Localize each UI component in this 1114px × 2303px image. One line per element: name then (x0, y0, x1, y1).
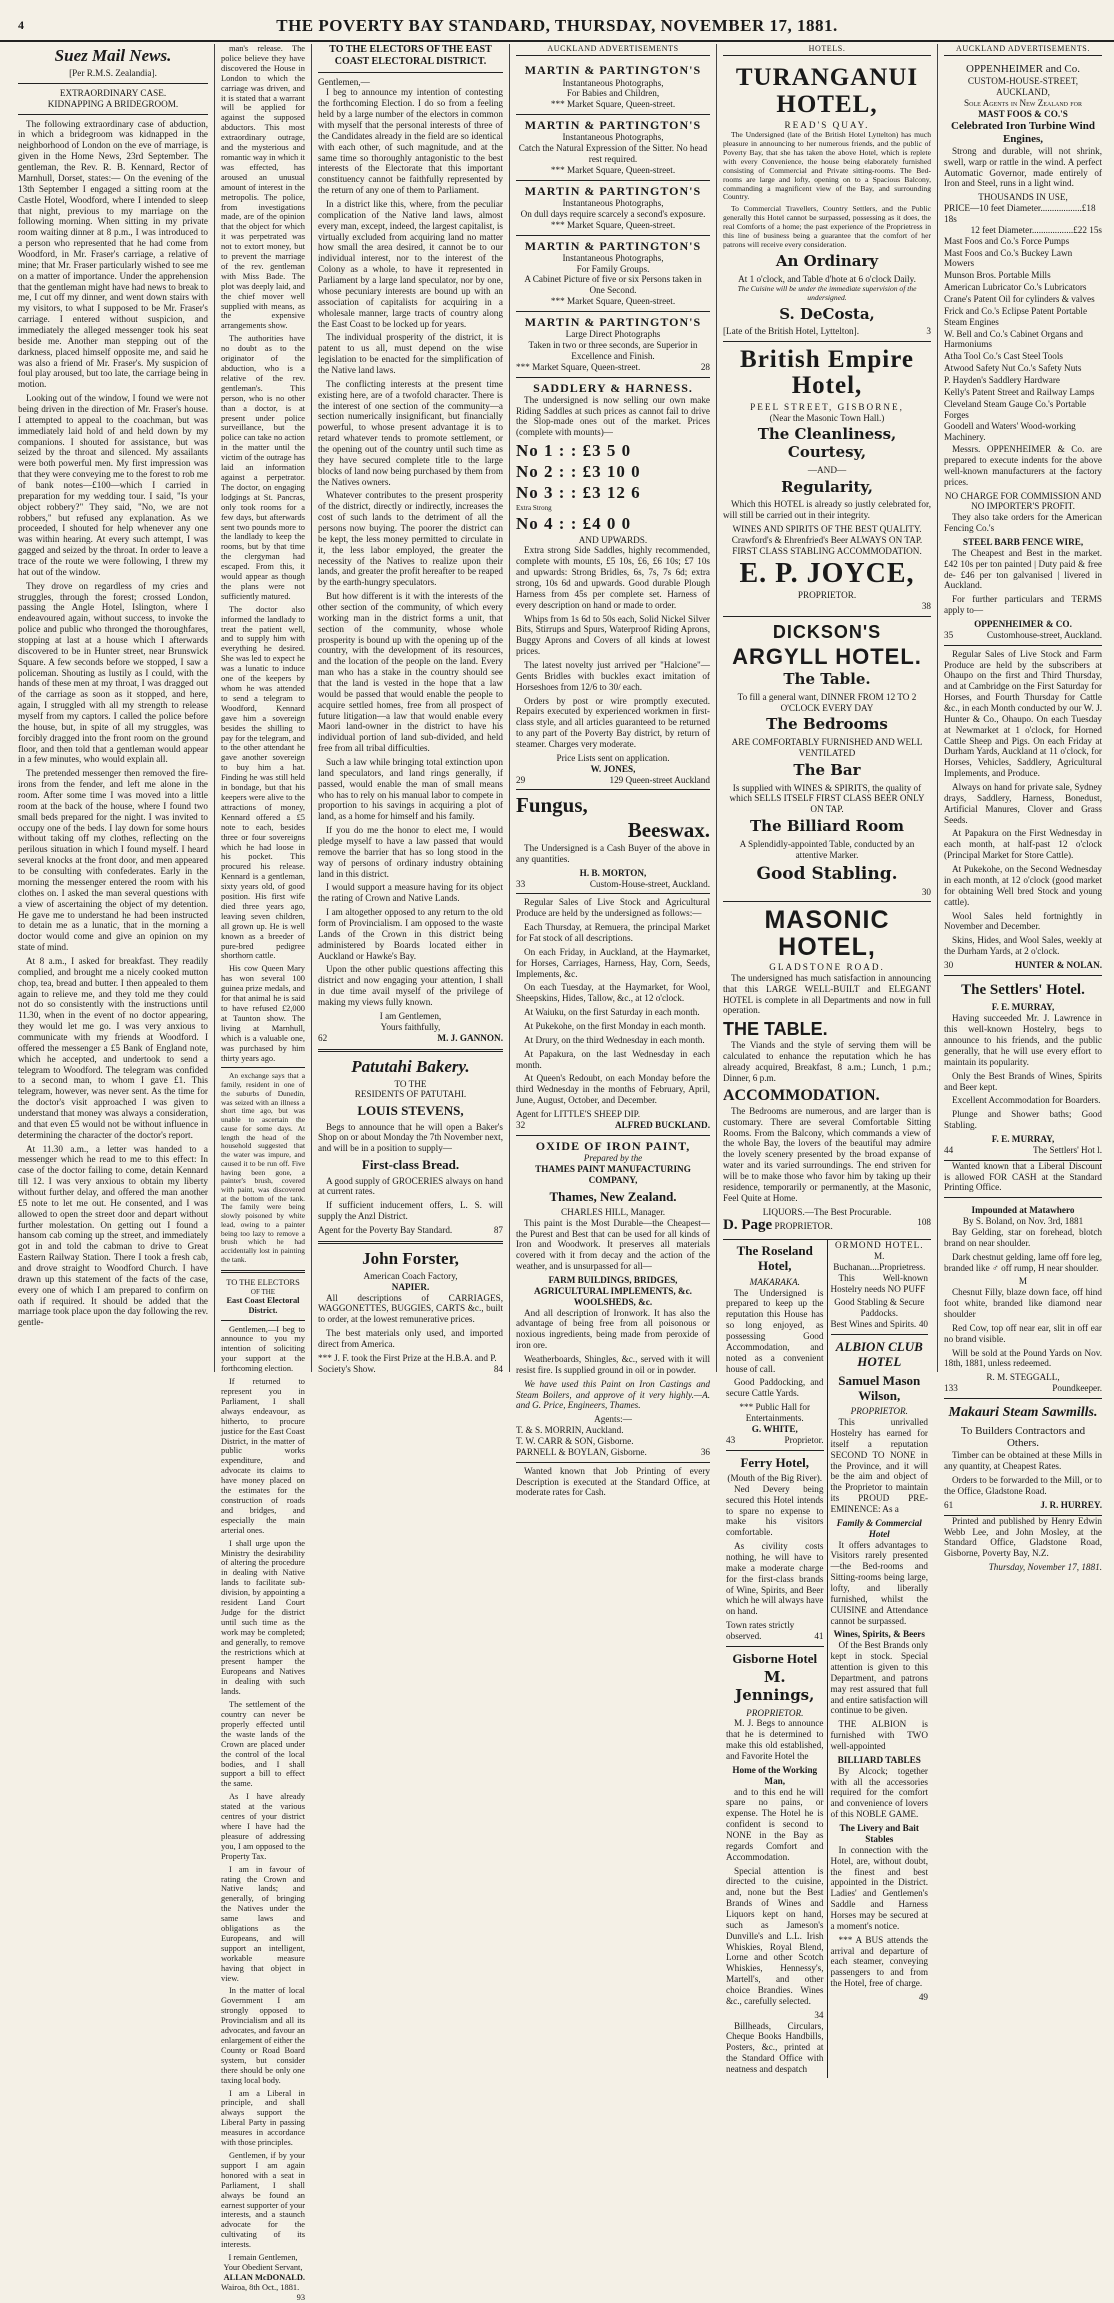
column-auckland-ads (510, 44, 717, 1498)
ad-martin-partington-3: MARTIN & PARTINGTON'S Instantaneous Photographs, On dull days require scarcely a second's exposure. *** Market Square, Queen-street. (516, 181, 710, 236)
newspaper-title: THE POVERTY BAY STANDARD, THURSDAY, NOVEMBER 17, 1881. (276, 16, 838, 35)
forster-town: NAPIER. (391, 1281, 430, 1292)
article-per-line: [Per R.M.S. Zealandia]. (69, 68, 157, 79)
bakery-paragraph: Begs to announce that he will open a Baker's Shop on or about Monday the 7th November next, and will be in a position to supply— (318, 1121, 503, 1154)
bakery-paragraph: A good supply of GROCERIES always on hand at current rates. (318, 1175, 503, 1197)
letter-paragraph: Such a law while bringing total extinction upon land speculators, and land rings generally, if passed, would enable the man of small means who has to rely on his manual labor to compete in proportion to his savings in acquiring a plot of land, as a home for himself and his family. (318, 757, 503, 822)
signoff: I remain Gentlemen, (228, 2253, 298, 2263)
section-header: AUCKLAND ADVERTISEMENTS. (944, 44, 1102, 56)
ad-settlers-hotel: The Settlers' Hotel. F. E. MURRAY, Having succeeded Mr. J. Lawrence in this well-known Hostelry, begs to announce to his friends, and the public generally, that he will use every effort to maintain its popularity. Only the Best Brands of Wines, Spirits and Beer kept. Excellent Accommodation for Boarders. Plunge and Shower baths; Good Stabling. F. E. MURRAY, 44 The Settlers' Hot l. (944, 976, 1102, 1161)
ad-british-empire-hotel: British Empire Hotel, PEEL STREET, GISBORNE, (Near the Masonic Town Hall.) The Cleanliness, Courtesy, —AND— Regularity, Which this HOTEL is already so justly celebrated for, will still be carried out in their integrity. WINES AND SPIRITS OF THE BEST QUALITY. Crawford's & Ehrenfried's Beer ALWAYS ON TAP. FIRST CLASS STABLING ACCOMMODATION. E. P. JOYCE, PROPRIETOR. 38 (723, 342, 931, 617)
ad-roseland-hotel: The Roseland Hotel, MAKARAKA. The Undersigned is prepared to keep up the reputation this House has so long enjoyed, as possessing Good Accommodation, and noted as a convenient house of call. Good Paddocking, and secure Cattle Yards. *** Public Hall for Entertainments. G. WHITE, 43 Proprietor. Ferry Hotel, (Mouth of the Big River). Ned Devery being secured this Hotel intends to spare no expense to make his visitors comfortable. As civility costs nothing, he will have to make a moderate charge for the first-class brands of Wine, Spirits, and Beer which he will always have on hand. Town rates strictly observed. 41 Gisborne Hotel M. Jennings, PROPRIETOR. M. J. Begs to announce that he is determined to make this old established, and Favorite Hotel the Home of the Working Man, and to this end he will spare no pains, or expense. The Hotel he is confident is second to NONE in the Bay as regards Comfort and Accommodation. Special attention is directed to the cuisine, and, none but the Best Brands of Wines and Liquors kept on hand, such as Jameson's Dunville's and L.L. Irish Whiskies, Royal Blend, Lorne and other Scotch Whiskies, Hennessy's, Martell's, and other choice Brandies. Wines &c., carefully selected. 34 Billheads, Circulars, Cheque Books Handbills, Posters, &c., printed at the Standard Office with neatness and despatch (726, 1243, 824, 2075)
masthead (0, 0, 1114, 42)
letter-paragraph: If you do me the honor to elect me, I would pledge myself to have a law passed that would remove the barrier that has so long stood in the way of persons of ordinary industry obtaining land in this district. (318, 825, 503, 879)
forster-paragraph: All descriptions of CARRIAGES, WAGGONETTES, BUGGIES, CARTS &c., built to order, at the lowest remunerative prices. (318, 1292, 503, 1325)
ad-hunter-nolan: Regular Sales of Live Stock and Farm Produce are held by the subscribers at Ohaupo on the first and Third Thursday, and at Cambridge on the First Saturday for Horses, and Fourth Thursday for Cattle &c., in each Month conducted by our W. J. Hunter & Co., Ohaupo. On each Tuesday at Newmarket at 1 o'clock, for Horned Cattle Sheep and Pigs. On each Friday at Durham Yards, Auckland at 11 o'clock, for Horses, Vehicles, Saddlery, Agricultural Implements, and Produce. Always on hand for private sale, Sydney drays, Saddlery, Harness, Bonedust, Artificial Manures, Clover and Grass Seeds. At Papakura on the First Wednesday in each month, at half-past 12 o'clock (Principal Market for Store Cattle). At Pukekohe, on the Second Wednesday in each month, at 12 o'clock (good market for obtaining Well bred Stock and young cattle). Wool Sales held fortnightly in November and December. Skins, Hides, and Wool Sales, weekly at the Durham Yards, at 2 o'clock. 30 HUNTER & NOLAN. (944, 646, 1102, 976)
letter-paragraph: I am altogether opposed to any return to the old form of Provincialism. I am opposed to the waste Lands of the Crown in this district being administered by Boards located either in Auckland or Hawke's Bay. (318, 907, 503, 961)
ad-job-printing: Wanted known that Job Printing of every Description is executed at the Standard Office, at moderate rates for Cash. (516, 1465, 710, 1498)
column-auckland-ads-2 (938, 44, 1108, 1573)
letter-paragraph: Upon the other public questions affecting this district and now engaging your attention, I shall in due time avail myself of the privilege of making my views fully known. (318, 964, 503, 1008)
article-subhead-2: KIDNAPPING A BRIDEGROOM. (47, 98, 179, 109)
page-number: 4 (18, 18, 24, 32)
date-line: Wairoa, 8th Oct., 1881. 93 (221, 2282, 305, 2302)
column-suez-mail-news (12, 44, 215, 1372)
letter-paragraph: Whatever contributes to the present prosperity of the district, directly or indirectly, increases the cost of such lands to the detriment of all the persons now buying. The poorer the district can be kept, the less money permitted to circulate in it, the less labor employed, the greater the necessity of the Natives to realize upon their lands, and greater the profit hereafter to be reaped by the earth-hungry speculators. (318, 490, 503, 588)
forster-sub: American Coach Factory, (363, 1270, 458, 1281)
elector-notice-district: East Coast Electoral District. (226, 1295, 300, 1315)
ad-masonic-hotel: MASONIC HOTEL, GLADSTONE ROAD. The undersigned has much satisfaction in announcing that this LARGE WELL-BUILT and ELEGANT HOTEL is complete in all Departments and now in full operation. THE TABLE. The Viands and the style of serving them will be calculated to enhance the reputation which he has already acquired, Breakfast, 8 a.m.; Lunch, 1 p.m.; Dinner, 6 p.m. ACCOMMODATION. The Bedrooms are numerous, and are larger than is customary. There are several Comfortable Sitting Rooms. From the Balcony, which commands a view of the whole Bay, the lovers of the beautiful may admire the lovely scenery presented by the broad expanse of water and its varied surroundings. The end striven for will be to make those who favor him by taking up their residence, temporarily or permanently, at the Masonic, Feel Quite at Home. LIQUORS.—The Best Procurable. D. Page PROPRIETOR. 108 (723, 902, 931, 1240)
price-line: No 4 : : £4 0 0 (516, 513, 632, 533)
letter-paragraph: The conflicting interests at the present time existing here, are of a twofold character. There is the interest of one section of the community—a section numerically insignificant, but financially powerful, to whose present advantage it is to retard whatever tends to promote settlement, or the opening out of the country until such time as they have secured complete title to the large blocks of land now being purchased by them from the Natives owners. (318, 378, 503, 487)
elector-paragraph: As I have already stated at the various centres of your district where I have had the pleasure of addressing you, I am opposed to the Property Tax. (221, 1792, 305, 1861)
elector-paragraph: Gentlemen, if by your support I am again honored with a seat in Parliament, I shall always be found an earnest supporter of your interests, and a staunch advocate for the cultivating of its interests. (221, 2150, 305, 2250)
article-paragraph: At 8 a.m., I asked for breakfast. They readily complied, and brought me a nicely cooked mutton chop, tea, bread and butter. I then appealed to them again to relieve me, and they told me they could not do so consistently with the instructions until 11.30, when in the event of no doctor appearing, they would let me go. I was very anxious to communicate with my friends at Woodford. I offered the messenger a £5 Bank of England note, which he accepted, and undertook to send a telegram to Woodford. The telegram was confided to a second man, to whom I gave £1. This telegram, however, was never sent. As the time for the doctor's visit approached I was given to understand that money was always a consideration, and that even £5 would not be without influence in determining the character of the doctor's report. (18, 955, 208, 1140)
ad-makauri-sawmills: Makauri Steam Sawmills. To Builders Contractors and Others. Timber can be obtained at these Mills in any quantity, at Cheapest Rates. Orders to be forwarded to the Mill, or to the Office, Gladstone Road. 61 J. R. HURREY. (944, 1399, 1102, 1516)
bakery-residents: RESIDENTS OF PATUTAHI. (354, 1089, 467, 1100)
forster-title: John Forster, (362, 1248, 459, 1268)
section-header: AUCKLAND ADVERTISEMENTS (516, 44, 710, 56)
bakery-agent: Agent for the Poverty Bay Standard. 87 (318, 1224, 503, 1235)
letter-paragraph: But how different is it with the interests of the other section of the community, of which every working man in the district forms a unit, that section of the community, whose whole prosperity is bound up with the opening up of the country, with the development of its resources, and the location of the people on the land. Every man who has a stake in the country should see that the land is vested in the hope that a law would be passed that would enable the people to acquire settled homes, free from all prospect of future litigation—a law that would enable every Maori land-owner in the district to have his individual portion of land sub-divided, and held free from all tribal difficulties. (318, 591, 503, 754)
article-paragraph: They drove on regardless of my cries and struggles, through the forest; crossed London, passing the Angle Hotel, Islington, where I endeavoured again, without success, to invoke the police and public who thronged the thoroughfares, stopping at last at a house which I afterwards discovered to be in Hunter street, near Brunswick Square. A few seconds before we stopped, I saw a policeman. Shouting as lustily as I could, with the hands of these men at my throat, I was dragged out of the carriage as soon as it stopped, and here, again, I struggled with all my strength to release myself from my captors. I called the police before the house, but, in spite of all my struggles, was forcibly dragged into the front room on the ground floor, and then told that a gentleman would appear in a few minutes, who would explain all. (18, 580, 208, 765)
ad-oppenheimer: OPPENHEIMER and Co. CUSTOM-HOUSE-STREET, AUCKLAND, Sole Agents in New Zealand for MAST FOOS & CO.'S Celebrated Iron Turbine Wind Engines, Strong and durable, will not shrink, swell, warp or rattle in the wind. A perfect Automatic Governor, made entirely of Iron and Steel, runs in a light wind. THOUSANDS IN USE, PRICE—10 feet Diameter..................£18 18s 12 feet Diameter..................£22 15s Mast Foos and Co.'s Force Pumps Mast Foos and Co.'s Buckey Lawn Mowers Munson Bros. Portable Mills American Lubricator Co.'s Lubricators Crane's Patent Oil for cylinders & valves Frick and Co.'s Eclipse Patent Portable Steam Engines W. Bell and Co.'s Cabinet Organs and Harmoniums Atha Tool Co.'s Cast Steel Tools Atwood Safety Nut Co.'s Safety Nuts P. Hayden's Saddlery Hardware Kelly's Patent Street and Railway Lamps Cleveland Steam Gauge Co.'s Portable Forges Goodell and Waters' Wood-working Machinery. Messrs. OPPENHEIMER & Co. are prepared to execute indents for the above well-known manufacturers at the factory prices. NO CHARGE FOR COMMISSION AND NO IMPORTER'S PROFIT. They also take orders for the American Fencing Co.'s STEEL BARB FENCE WIRE, The Cheapest and Best in the market. £42 10s per ton painted | Duty paid & free de- £46 per ton galvanised | livered in Auckland. For further particulars and TERMS apply to— OPPENHEIMER & CO. 35 Customhouse-street, Auckland. (944, 60, 1102, 645)
imprint-date: Thursday, November 17, 1881. (988, 1562, 1102, 1573)
elector-notice-heading: TO THE ELECTORS (226, 1277, 300, 1287)
article-heading: Suez Mail News. (54, 46, 172, 65)
signer-line: 62 M. J. GANNON. (318, 1032, 503, 1043)
ad-ormond-albion: ORMOND HOTEL. M. Buchanan....Proprietress. This Well-known Hostelry needs NO PUFF Good Stabling & Secure Paddocks. Best Wines and Spirits. 40 ALBION CLUB HOTEL Samuel Mason Wilson, PROPRIETOR. This unrivalled Hostelry has earned for itself a reputation SECOND TO NONE in the Province, and it will be the aim and object of the Proprietor to maintain its PROUD PRE-EMINENCE: As a Family & Commercial Hotel It offers advantages to Visitors rarely presented—the Bed-rooms and Sitting-rooms being large, lofty, and liberally furnished, whilst the CUISINE and Attendance cannot be surpassed. Wines, Spirits, & Beers Of the Best Brands only kept in stock. Special attention is given to this Department, and patrons may rest assured that full and entire satisfaction will continue to be given. THE ALBION is furnished with TWO well-appointed BILLIARD TABLES By Alcock; together with all the accessories required for the comfort and convenience of lovers of this NOBLE GAME. The Livery and Bait Stables In connection with the Hotel, are, without doubt, the finest and best appointed in the District. Ladies' and Gentlemen's Saddle and Harness Horses may be secured at a moment's notice. *** A BUS attends the arrival and departure of each steamer, conveying passengers to and from the Hotel, free of charge. 49 (827, 1240, 932, 2078)
article-paragraph: The authorities have no doubt as to the originator of the abduction, who is a relative of the rev. gentleman's. This person, who is no other than a doctor, is at present under police surveillance, but the police can take no action in the matter until the victim of the outrage has laid an information against a perpetrator. The doctor, on engaging lodgings at St. Pancras, only took rooms for a few days, but afterwards sent two pounds more to the landlady to keep the rooms, but by that time the clergyman had escaped. From this, it would appear as though the plans were not sufficiently matured. (221, 334, 305, 601)
article-paragraph: The doctor also informed the landlady to treat the patient well, and to supply him with everything he desired. She was led to expect he was a lunatic to induce one of the keepers by whom he was attended to send a telegram to Woodford, Kennard gave him a sovereign besides the shilling to pay for the telegram, and to the other attendant he gave another sovereign to buy him a hat. Finding he was still held in bondage, but that his keepers were alive to the attractions of money, Kennard offered a £5 note to each, besides three or four sovereigns which he had loose in his pocket. This procured his release. Kennard is a gentleman, sixty years old, of good position. His first wife died three years ago, leaving seven children, all grown up. He is well known as a breeder of pure-bred pedigree shorthorn cattle. (221, 604, 305, 961)
signoff: Yours faithfully, (380, 1021, 441, 1032)
ad-argyll-hotel: DICKSON'S ARGYLL HOTEL. The Table. To fill a general want, DINNER FROM 12 TO 2 O'CLOCK EVERY DAY The Bedrooms ARE COMFORTABLY FURNISHED AND WELL VENTILATED The Bar Is supplied with WINES & SPIRITS, the quality of which SELLS ITSELF FIRST CLASS BEER ONLY ON TAP. The Billiard Room A Splendidly-appointed Table, conducted by an attentive Marker. Good Stabling. 30 (723, 617, 931, 903)
bakery-bread: First-class Bread. (361, 1157, 460, 1173)
column-electors (312, 44, 510, 1372)
elector-paragraph: I am in favour of rating the Crown and Native lands; and generally, of bringing the Natives under the same laws and obligations as the Europeans, and will support an intelligent, workable measure having that object in view. (221, 1864, 305, 1983)
column-article-continued (215, 44, 312, 2302)
ad-saddlery: SADDLERY & HARNESS. The undersigned is now selling our own make Riding Saddles at such prices as cannot fail to drive the Slop-made ones out of the market. Prices (complete with mounts)— No 1 : : £3 5 0 No 2 : : £3 10 0 No 3 : : £3 12 6 Extra Strong No 4 : : £4 0 0 AND UPWARDS. Extra strong Side Saddles, highly recommended, complete with mounts, £5 10s, £6, £6 10s; £7 10s and upwards: Strong Bridles, 6s, 7s, 7s 6d; extra strong, 10s 6d and upwards. Good durable Plough Harness from 45s per complete set. Harness of every description on hand or made to order. Whips from 1s 6d to 50s each, Solid Nickel Silver Bits, Stirrups and Spurs, Waterproof Riding Aprons, Buggy Aprons and Covers of all kinds at lowest prices. The latest novelty just arrived per "Halcione"—Gents Bridles with buckles exact imitation of Horseshoes from 12/6 to 30/ each. Orders by post or wire promptly executed. Repairs executed by experienced workmen in first-class style, and all articles guaranteed to be returned to any part of the Poverty Bay district, by return of steamer. Charges very moderate. Price Lists sent on application. W. JONES, 29 129 Queen-street Auckland (516, 378, 710, 791)
elector-paragraph: The settlement of the country can never be properly effected until the waste lands of the Crown are placed under the control of the local bodies, and I shall support a bill to effect the same. (221, 1700, 305, 1789)
letter-paragraph: I beg to announce my intention of contesting the forthcoming Election. I do so from a feeling held by a large number of the electors in common with myself that the personal interests of three of the Candidates already in the field are so identical with each other, of such magnitude, and at the same time so thoroughly antagonistic to the best interests of the Electorate that this important constituency cannot be faithfully represented by the return of any one of them to Parliament. (318, 87, 503, 196)
article-paragraph: Looking out of the window, I found we were not being driven in the direction of Mr. Fraser's house. I attempted to appeal to the coachman, but was immediately laid hold of and held down by my companions. I shouted for assistance, but was seized by the throat and silenced. My assailants were both powerful men. My first impression was that they were conveying me to the forest to rob me of bank notes—£100—which I carried in preparation for my wedding tour. I said, "Is your object robbery?" They said, "No, we are not robbers," but refused any explanation. As we proceeded, I shouted for help whenever any one was within hearing. At every such attempt, I was gagged and seized by the throat. In order to leave a trace of the route we were following, I threw my hat out of the window. (18, 393, 208, 577)
column-hotels (717, 44, 938, 2075)
letter-paragraph: I would support a measure having for its object the rating of Crown and Native Lands. (318, 882, 503, 904)
bakery-title: Patutahi Bakery. (351, 1056, 470, 1076)
salutation: Gentlemen,— (318, 76, 370, 87)
elector-paragraph: I shall urge upon the Ministry the desirability of altering the procedure in dealing with Native lands to facilitate sub-division, by appointing a resident Land Court Judge for the district until such time as the work may be completed; and generally, to remove the restrictions which at present hamper the Europeans and Natives in dealing with such lands. (221, 1538, 305, 1697)
news-snippet: An exchange says that a family, resident in one of the suburbs of Dunedin, was seized with an illness a short time ago, but was unable to ascertain the cause for some days. At length the head of the household suggested that the water was impure, and caused it to be run off. Five having been gone, a painter's brush, covered with paint, was discovered at the bottom of the tank. The family were being slowly poisoned by white lead, owing to a painter being too lazy to remove a brush which he had accidentally lost in painting the tank. (221, 1071, 305, 1264)
ad-turanganui-hotel: TURANGANUI HOTEL, READ'S QUAY. The Undersigned (late of the British Hotel Lyttelton) has much pleasure in announcing to her numerous friends, and the public of Poverty Bay, that she has taken the above Hotel, which is replete with every Convenience, the house being elaborately furnished consisting of Commercial and Private sitting-rooms. The Bed-rooms are large and lofty, opening on to a Spacious Balcony, commanding a magnificent view of the Bay, and surrounding Country. To Commercial Travellers, Country Settlers, and the Public generally this Hotel cannot be surpassed, possessing as it does, the real Comforts of a home; the past experience of the Proprietress in this line of business being a guarantee that the comfort of her patrons will receive every consideration. An Ordinary At 1 o'clock, and Table d'hote at 6 o'clock Daily. The Cuisine will be under the immediate supervision of the undersigned. S. DeCosta, [Late of the British Hotel, Lyttelton]. 3 (723, 60, 931, 342)
bakery-to: TO THE (394, 1078, 427, 1089)
forster-prize: *** J. F. took the First Prize at the H.B.A. and P. Society's Show. 84 (318, 1352, 503, 1374)
ad-fungus-beeswax: Fungus, Beeswax. The Undersigned is a Cash Buyer of the above in any quantities. H. B. MORTON, 33 Custom-House-street, Auckland. (516, 790, 710, 894)
ad-martin-partington-5: MARTIN & PARTINGTON'S Large Direct Photographs Taken in two or three seconds, are Superior in Excellence and Finish. *** Market Square, Queen-street. 28 (516, 312, 710, 378)
article-paragraph: man's release. The police believe they have discovered the House in London to which the carriage was driven, and it is stated that a warrant will be applied for against the supposed abductors. This most extraordinary outrage, and the mysterious and romantic way in which it was effected, has aroused an unusual amount of interest in the metropolis. The police, from investigations made, are of the opinion that the object for which it was perpetrated was not to extort money, but to prevent the marriage of the rev. gentleman with Miss Bade. The plot was deeply laid, and the chief mover well supplied with means, as the expensive arrangements show. (221, 44, 305, 331)
article-paragraph: The following extraordinary case of abduction, in which a bridegroom was kidnapped in the neighborhood of London on the eve of marriage, is given in the Home News, 23rd September. The gentleman, the Rev. R. B. Kennard, Rector of Marnhull, Dorset, states:— On the evening of the 13th September I engaged a sitting room at the Castle Hotel, Woodford, where I intended to sleep that night, previous to my marriage on the following morning. When sitting in my private room waiting dinner at 8 p.m., I was introduced to a person who represented that he had come from Woodford, in Mr. Fraser's carriage, a relative of mine; that Mr. Fraser particularly wished to see me on a matter of importance. Under the apprehension that the gentleman might have had news to break to me, I cut off my dinner, and went down stairs with my visitors, to what I supposed to be Mr. Fraser's carriage. I entered without suspicion, and immediately the alleged messenger took his seat beside me. Another man stepping out of the darkness, placed himself opposite me, and said he was also a friend of Mr. Fraser's. My suspicion of foul play aroused, but too late, the carriage being in motion. (18, 118, 208, 390)
article-paragraph: The pretended messenger then removed the fire-irons from the fender, and left me alone in the room. After some time I was moved into a little room at the back of the house, where I found two small beds prepared for the night. I was invited to occupy one of the beds. I lay down for some hours without taking off my clothes, reflecting on the perilous situation in which I found myself. I heard several knocks at the front door, and men appeared to be consulting with confederates. Early in the morning the messenger entered the room with his clothes on. I asked the man several questions with a view of ascertaining the object of my detention. He gave me to understand he had been instructed to detain me as a lunatic, that in the morning a doctor would come and give an opinion on my state of mind. (18, 768, 208, 953)
signoff: Your Obedient Servant, (223, 2262, 303, 2272)
elector-paragraph: I am a Liberal in principle, and shall always support the Liberal Party in passing measures in accordance with those principles. (221, 2088, 305, 2148)
printer-imprint: Printed and published by Henry Edwin Webb Lee, and John Mosley, at the Standard Office, Gladstone Road, Gisborne, Poverty Bay, N.Z. (944, 1515, 1102, 1559)
section-header: HOTELS. (723, 44, 931, 56)
product-list: Mast Foos and Co.'s Force Pumps Mast Foos and Co.'s Buckey Lawn Mowers Munson Bros. Portable Mills American Lubricator Co.'s Lubricators Crane's Patent Oil for cylinders & valves Frick and Co.'s Eclipse Patent Portable Steam Engines W. Bell and Co.'s Cabinet Organs and Harmoniums Atha Tool Co.'s Cast Steel Tools Atwood Safety Nut Co.'s Safety Nuts P. Hayden's Saddlery Hardware Kelly's Patent Street and Railway Lamps Cleveland Steam Gauge Co.'s Portable Forges Goodell and Waters' Wood-working Machinery. (944, 235, 1095, 443)
hotel-pair (723, 1240, 931, 2078)
ad-martin-partington-2: MARTIN & PARTINGTON'S Instantaneous Photographs, Catch the Natural Expression of the Sitter. No head rest required. *** Market Square, Queen-street. (516, 115, 710, 181)
elector-notice-of: OF THE (250, 1287, 276, 1296)
article-subhead-1: EXTRAORDINARY CASE. (59, 87, 167, 98)
price-line: No 2 : : £3 10 0 (516, 462, 641, 482)
electors-heading: TO THE ELECTORS OF THE EAST COAST ELECTORAL DISTRICT. (329, 44, 492, 67)
ad-oxide-paint: OXIDE OF IRON PAINT, Prepared by the THAMES PAINT MANUFACTURING COMPANY, Thames, New Zealand. CHARLES HILL, Manager. This paint is the Most Durable—the Cheapest—the Purest and Best that can be used for all kinds of Iron and Woodwork. It preserves all materials covered with it from decay and the action of the weather, and is unsurpassed for all— FARM BUILDINGS, BRIDGES, AGRICULTURAL IMPLEMENTS, &c. WOOLSHEDS, &c. And all description of Ironwork. It has also the advantage of being free from all poisonous or noxious ingredients, being made from peroxide of iron ore. Weatherboards, Shingles, &c., served with it will resist fire. Is supplied ground in oil or in powder. We have used this Paint on Iron Castings and Steam Boilers, and approve of it very highly.—A. and G. Price, Engineers, Thames. Agents:— T. & S. MORRIN, Auckland. T. W. CARR & SON, Gisborne. PARNELL & BOYLAN, Gisborne. 36 (516, 1136, 710, 1463)
elector-paragraph: If returned to represent you in Parliament, I shall always endeavour, as hitherto, to procure justice for the East Coast District, in the matter of public works expenditure, and advocate its claims to have money placed on the estimates for the construction of roads and bridges, and especially the main arterial ones. (221, 1377, 305, 1535)
price-line: No 1 : : £3 5 0 (516, 441, 632, 461)
ad-impounded: Impounded at Matawhero By S. Boland, on Nov. 3rd, 1881 Bay Gelding, star on forehead, blotch brand on near shoulder. Dark chestnut gelding, lame off fore leg, branded like ♂ off rump, H near shoulder. M Chesnut Filly, blaze down face, off hind foot white, branded like diamond near shoulder Red Cow, top off near ear, slit in off ear no brand visible. Will be sold at the Pound Yards on Nov. 18th, 1881, unless redeemed. R. M. STEGGALL, 133 Poundkeeper. (944, 1202, 1102, 1399)
ad-regular-sales: Regular Sales of Live Stock and Agricultural Produce are held by the undersigned as follows:— Each Thursday, at Remuera, the principal Market for Fat stock of all descriptions. On each Friday, in Auckland, at the Haymarket, for Horses, Carriages, Harness, Hay, Corn, Seeds, Implements, &c. On each Tuesday, at the Haymarket, for Wool, Sheepskins, Hides, Tallow, &c., at 12 o'clock. At Waiuku, on the first Saturday in each month. At Pukekohe, on the first Monday in each month. At Drury, on the third Wednesday in each month. At Papakura, on the last Wednesday in each month. At Queen's Redoubt, on each Monday before the third Wednesday in the months of February, April, June, August, October, and December. Agent for LITTLE'S SHEEP DIP. 32 ALFRED BUCKLAND. (516, 894, 710, 1135)
price-line: No 3 : : £3 12 6 (516, 483, 641, 503)
signoff: I am Gentlemen, (379, 1010, 442, 1021)
forster-paragraph: The best materials only used, and imported direct from America. (318, 1328, 503, 1349)
elector-paragraph: In the matter of local Government I am strongly opposed to Provincialism and all its advocates, and favour an enlargement of either the County or Road Board system, but consider there should be only one taxing local body. (221, 1986, 305, 2085)
article-paragraph: At 11.30 a.m., a letter was handed to a messenger which he read to me to this effect: In case of the doctor failing to come, detain Kennard till 12. I was very anxious to obtain my liberty without further delay, and offered the man another £5 note to let me out. He consented, and I was allowed to open the street door and depart without further molestation. On getting out I found a hansom cab coming up the street, and immediately got in and told the cabman to drive to Great Eastern Railway Station. There I took a fresh cab, and drove straight to Woodford Church. I have drawn up this statement of the facts of the case, every one of which I am prepared to confirm on oath if required. It should be added that the marriage took place upon the day following the rev. gentle- (18, 1143, 208, 1328)
ad-martin-partington-1: MARTIN & PARTINGTON'S Instantaneous Photographs, For Babies and Children, *** Market Square, Queen-street. (516, 60, 710, 115)
ad-liberal-discount: Wanted known that a Liberal Discount is allowed FOR CASH at the Standard Printing Office. (944, 1160, 1102, 1193)
article-paragraph: His cow Queen Mary has won several 100 guinea prize medals, and for that animal he is said to have refused £2,000 at Taunton show. The living at Marnhull, which is a valuable one, was purchased by him thirty years ago. (221, 964, 305, 1063)
ad-martin-partington-4: MARTIN & PARTINGTON'S Instantaneous Photographs, For Family Groups. A Cabinet Picture of five or six Persons taken in One Second. *** Market Square, Queen-street. (516, 236, 710, 312)
letter-paragraph: In a district like this, where, from the peculiar complication of the Native land laws, almost every man, except, indeed, the largest capitalist, is virtually excluded from acquiring land no matter how small the area desired, it cannot be to our individual interest, nor to the interest of the Colony as a whole, to have it represented in Parliament by a large land speculator, nor by one, whose pecuniary interests are bound up with an association of capitalists for acquiring in a wholesale manner, large tracts of country along the East Coast to be locked up for years. (318, 199, 503, 329)
bakery-paragraph: If sufficient inducement offers, L. S. will supply the Anzl District. (318, 1200, 503, 1222)
letter-paragraph: The individual prosperity of the district, it is patent to us all, must depend on the wise legislation to be enacted for the simplification of the Native land laws. (318, 332, 503, 375)
elector-paragraph: Gentlemen,—I beg to announce to you my intention of soliciting your support at the forthcoming election. (221, 1324, 305, 1374)
bakery-name: LOUIS STEVENS, (357, 1103, 464, 1119)
signer-name: ALLAN McDONALD. (223, 2272, 305, 2282)
